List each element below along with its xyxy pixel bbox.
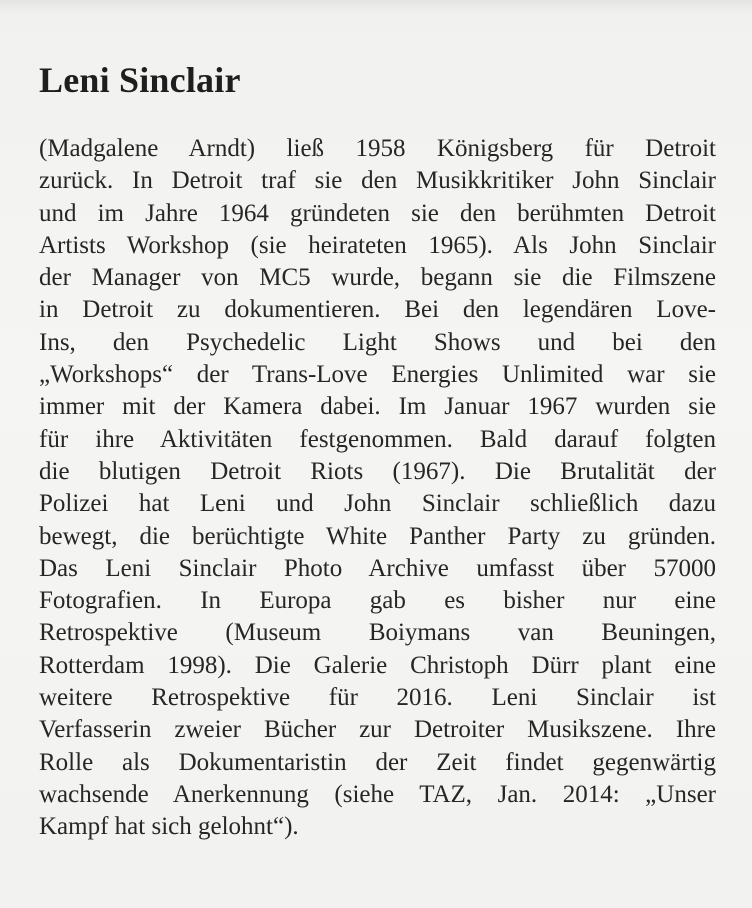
body-line: der Manager von MC5 wurde, begann sie die Filmszene — [39, 264, 716, 292]
article-body — [39, 133, 716, 844]
body-line: Ins, den Psychedelic Light Shows und bei den — [39, 328, 716, 356]
body-line: die blutigen Detroit Riots (1967). Die Brutalität der — [39, 457, 716, 485]
body-line: Verfasserin zweier Bücher zur Detroiter Musikszene. Ihre — [39, 716, 716, 744]
body-line: Fotografien. In Europa gab es bisher nur eine — [39, 587, 716, 615]
body-line: „Workshops“ der Trans-Love Energies Unlimited war sie — [39, 361, 716, 389]
body-line: (Madgalene Arndt) ließ 1958 Königsberg für Detroit — [39, 135, 716, 162]
scan-edge-shadow — [0, 0, 752, 14]
body-line: zurück. In Detroit traf sie den Musikkritiker John Sinclair — [39, 167, 716, 195]
body-line: und im Jahre 1964 gründeten sie den berühmten Detroit — [39, 199, 716, 227]
body-line: wachsende Anerkennung (siehe TAZ, Jan. 2014: „Unser — [39, 780, 716, 808]
body-line: Rotterdam 1998). Die Galerie Christoph Dürr plant eine — [39, 651, 716, 679]
body-line-last: Kampf hat sich gelohnt“). — [39, 813, 299, 841]
body-line: Polizei hat Leni und John Sinclair schließlich dazu — [39, 490, 716, 518]
body-line: Retrospektive (Museum Boiymans van Beuningen, — [39, 619, 716, 647]
body-line: Rolle als Dokumentaristin der Zeit findet gegenwärtig — [39, 748, 716, 776]
body-line: für ihre Aktivitäten festgenommen. Bald darauf folgten — [39, 425, 716, 453]
body-line: immer mit der Kamera dabei. Im Januar 1967 wurden sie — [39, 393, 716, 421]
body-line: Artists Workshop (sie heirateten 1965). Als John Sinclair — [39, 231, 716, 259]
body-line: bewegt, die berüchtigte White Panther Party zu gründen. — [39, 522, 716, 550]
body-line: Das Leni Sinclair Photo Archive umfasst über 57000 — [39, 554, 716, 582]
body-line: in Detroit zu dokumentieren. Bei den legendären Love- — [39, 296, 716, 324]
article-title: Leni Sinclair — [39, 60, 241, 100]
body-line: weitere Retrospektive für 2016. Leni Sinclair ist — [39, 684, 716, 712]
